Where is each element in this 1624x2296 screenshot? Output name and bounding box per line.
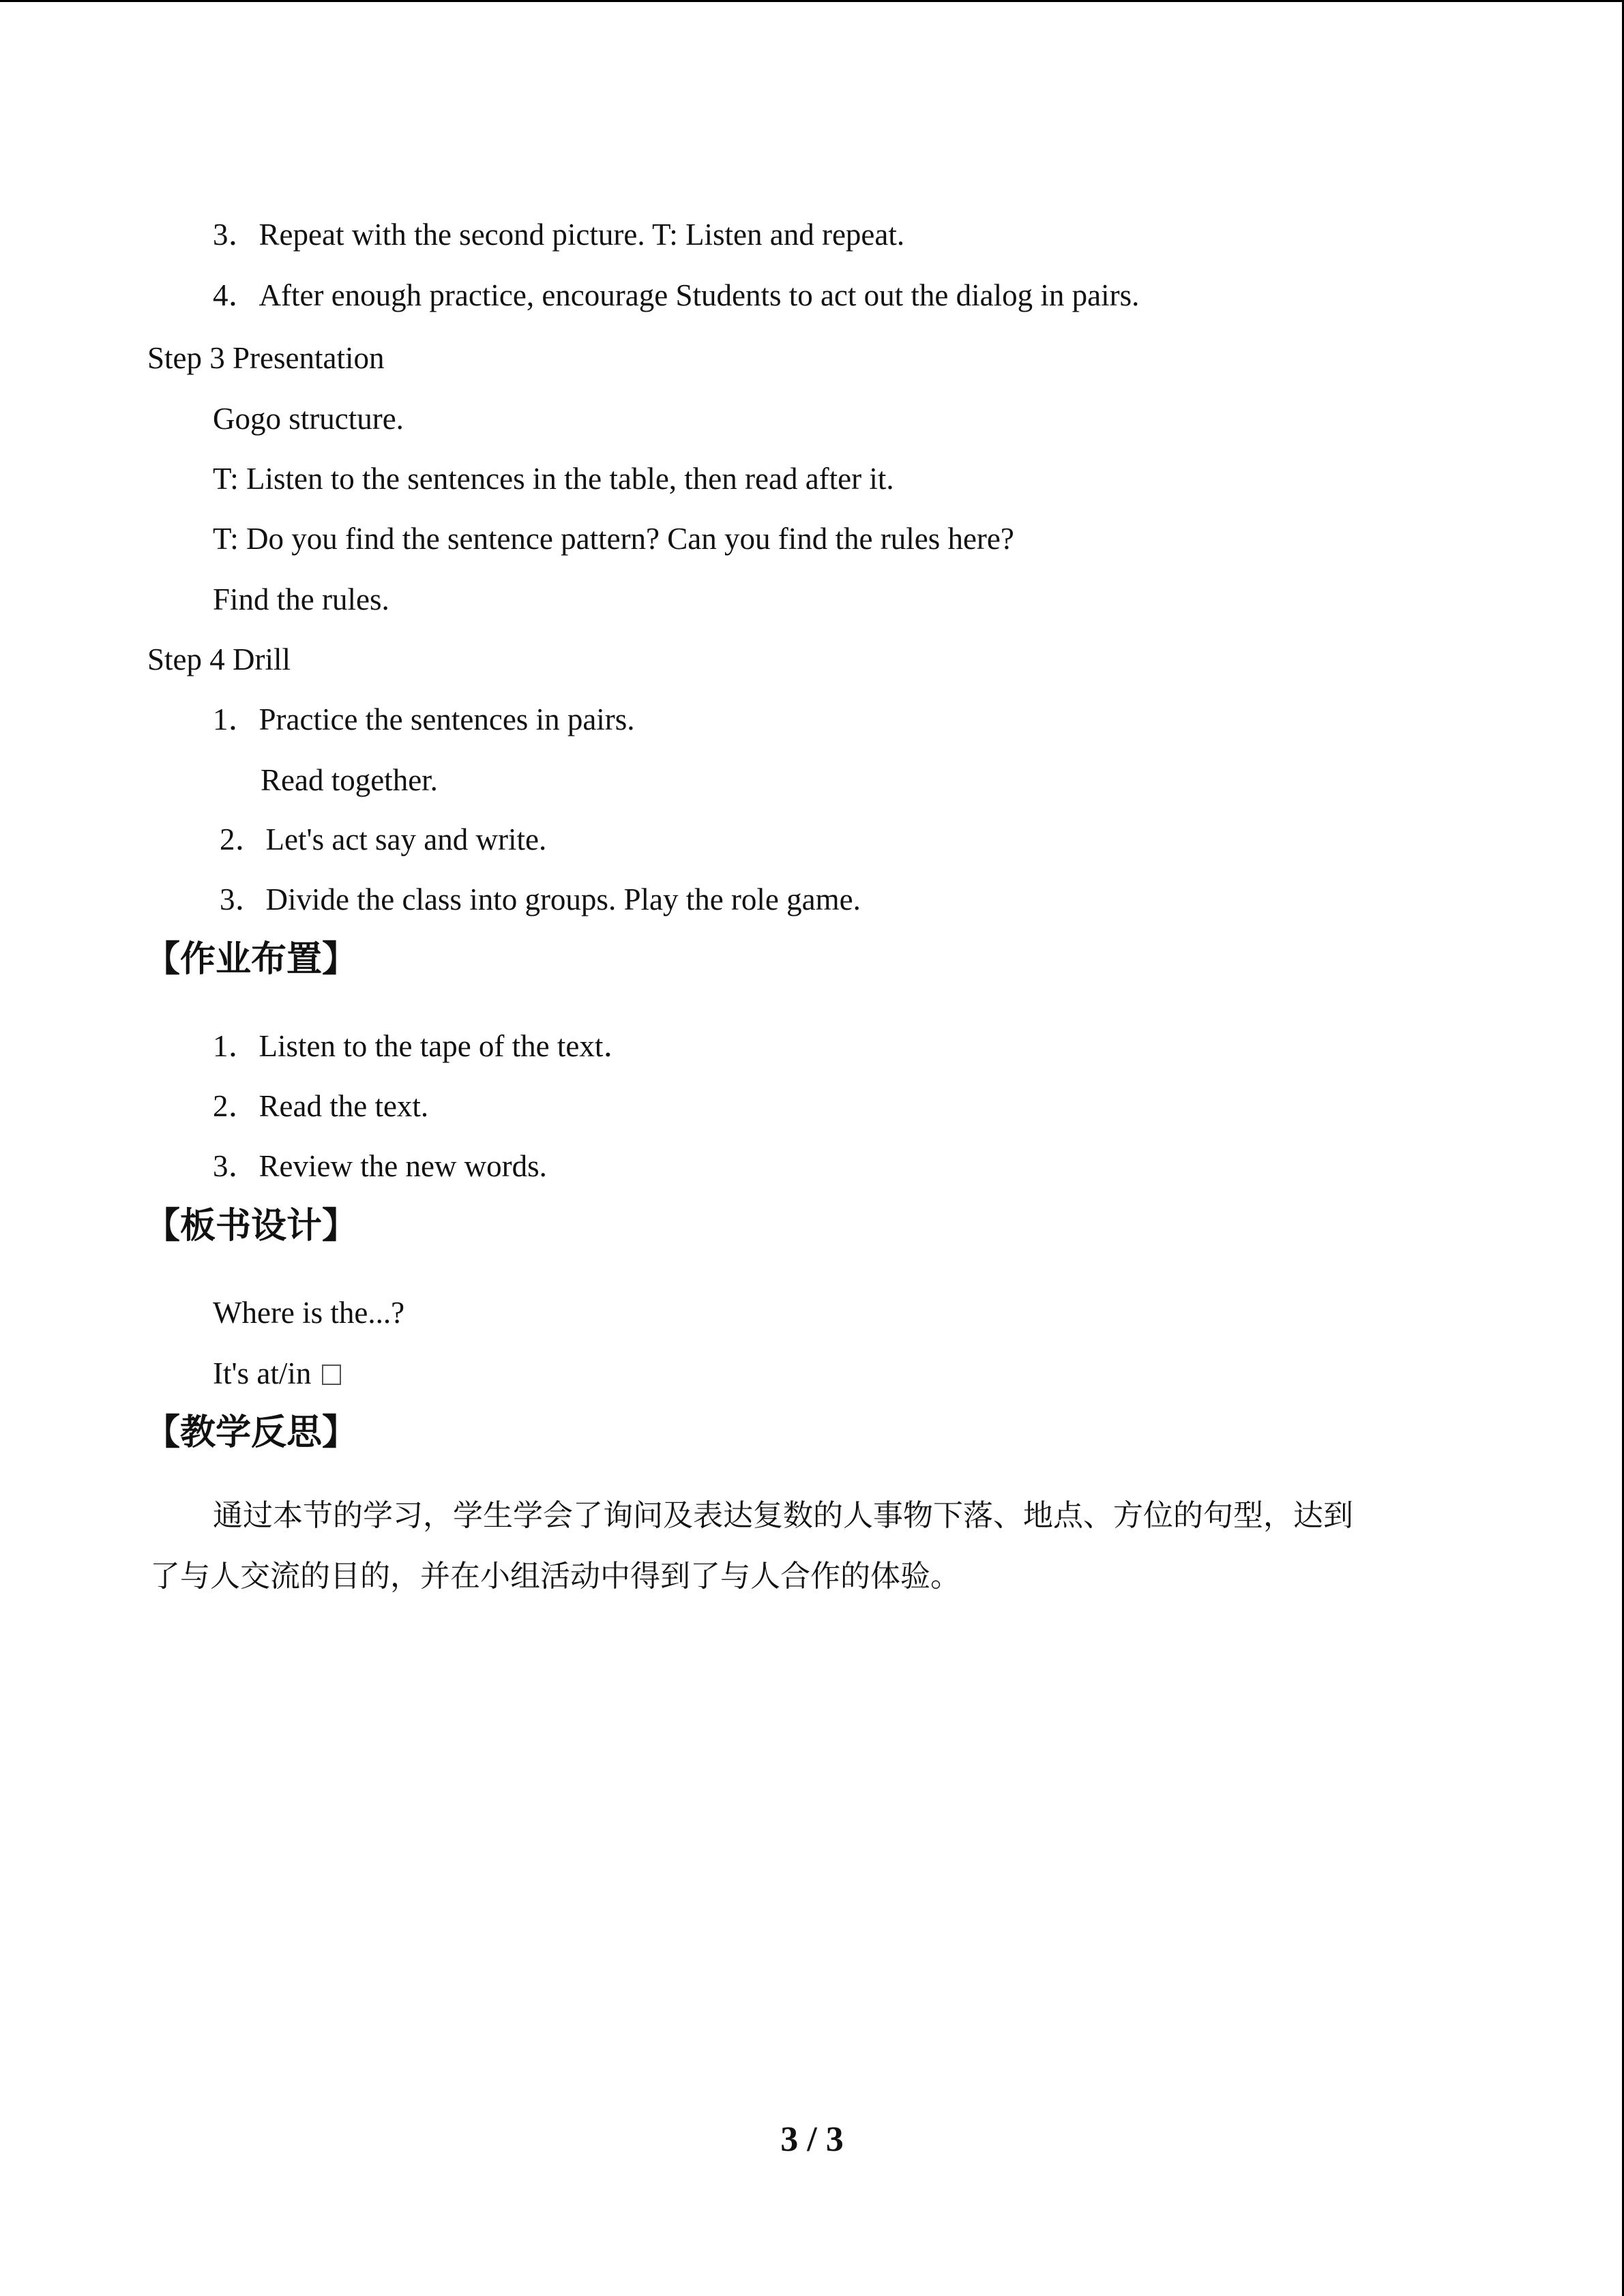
step-3-title: Step 3 Presentation — [147, 341, 385, 375]
reflection-heading: 【教学反思】 — [145, 1412, 358, 1453]
list-item: 4．After enough practice, encourage Students to act out the dialog in pairs. — [213, 278, 1140, 312]
list-item: 1．Listen to the tape of the text． — [213, 1029, 634, 1063]
blank-box — [322, 1365, 341, 1385]
paragraph: 通过本节的学习，学生学会了询问及表达复数的人事物下落、地点、方位的句型，达到 — [213, 1498, 1353, 1533]
top-border-line — [0, 0, 1624, 2]
step-4-title: Step 4 Drill — [147, 642, 291, 676]
paragraph: Gogo structure. — [213, 402, 404, 436]
list-item: 3．Repeat with the second picture. T: Listen and repeat. — [213, 218, 905, 252]
paragraph: 了与人交流的目的，并在小组活动中得到了与人合作的体验。 — [150, 1559, 960, 1594]
list-item: 3．Divide the class into groups. Play the role game. — [220, 882, 861, 916]
list-item: 3．Review the new words. — [213, 1149, 547, 1183]
paragraph: Read together. — [261, 763, 438, 797]
list-item: 2．Let's act say and write. — [220, 822, 547, 856]
homework-heading: 【作业布置】 — [145, 939, 358, 980]
paragraph: Find the rules. — [213, 582, 389, 616]
paragraph: Where is the...? — [213, 1296, 405, 1330]
paragraph: T: Do you find the sentence pattern? Can you find the rules here? — [213, 522, 1014, 556]
list-item: 2．Read the text. — [213, 1089, 429, 1123]
page-number: 3 / 3 — [780, 2120, 844, 2159]
board-heading: 【板书设计】 — [145, 1206, 358, 1247]
paragraph: T: Listen to the sentences in the table, then read after it. — [213, 462, 894, 496]
list-item: 1．Practice the sentences in pairs. — [213, 702, 635, 736]
paragraph: It's at/in — [213, 1358, 341, 1389]
